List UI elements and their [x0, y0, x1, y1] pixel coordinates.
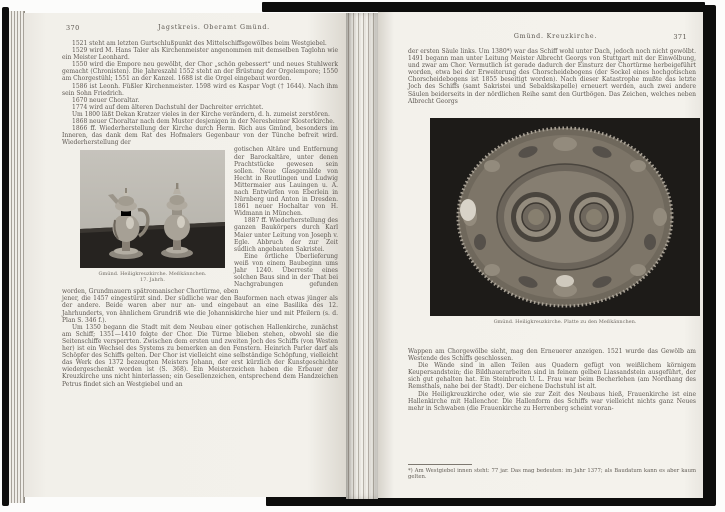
page-370: [24, 13, 346, 497]
book-cover-edge-top: [262, 2, 705, 12]
annal-entry: gotischen Altäre und Entfernung der Barockaltäre, unter denen Prachtstücke gewesen sein sollen. Neue Glasgemälde von Hecht in Reutlingen und Ludwig Mittermaier aus Lauingen u. A. nach Entwürfen von Eberlein in Nürnberg und Anton in Dresden. 1861 neuer Hochaltar von H. Widmann in München.: [234, 146, 338, 218]
caption-line: 17. Jahrh.: [140, 277, 165, 284]
running-header-right: Gmünd. Kreuzkirche.: [513, 33, 598, 40]
photo-silver-tray: [430, 118, 700, 316]
body-paragraph: jener, die 1457 eingestürzt sind. Der südliche war den Bauformen nach etwas jünger als der andere. Beide waren aber nur an- und eingebaut an eine Basilika des 12. Jahrhunderts, von ähnlichem Grundriß wie die Johanniskirche hier und mit Pfeilern (s. d. Plan S. 346 f.).: [62, 295, 338, 324]
body-paragraph: Wappen am Chorgewölbe sieht, mag den Erneuerer anzeigen. 1521 wurde das Gewölb am Westende des Schiffs geschlossen.: [408, 348, 696, 363]
annal-entry: 1868 neuer Choraltar nach dem Muster desjenigen in der Neresheimer Klosterkirche.: [72, 118, 335, 126]
well-left: [511, 192, 561, 242]
annal-entry: Um 1800 läßt Dekan Kratzer vieles in der Kirche verändern, d. h. zumeist zerstören.: [72, 110, 330, 118]
caption-line: Gmünd. Heiligkreuzkirche. Meßkännchen.: [98, 271, 207, 278]
body-paragraph: Die Wände sind in allen Teilen aus Quadern gefügt von weißlichem körnigem Keupersandstein; die Bildhauerarbeiten sind in feinem gelben Liassandstein ausgeführt, der sich gut gehalten hat. Ein Steinbruch U. L. Frau war beim Becherlehen (am Nordhang des Remsthals, nahe bei der Stadt). Der eichene Dachstuhl ist alt.: [408, 362, 696, 391]
right-page-lower-text: [408, 348, 696, 412]
annal-entry: 1586 ist Leonh. Füßler Kirchenmeister. 1598 wird es Kaspar Vogt († 1644). Nach ihm sein Sohn Friedrich.: [62, 82, 338, 97]
photo-two-silver-cruets: [80, 150, 225, 268]
annal-entry: Eine örtliche Überlieferung weiß von einem Baubeginn ums Jahr 1240. Überreste eines solchen Baus sind in der That bei Nachgrabungen gefunden worden, Grundmauern spätromanischer Chortürme, eben: [62, 252, 338, 296]
figure-platte: [430, 118, 700, 325]
annal-entry: 1866 ff. Wiederherstellung der Kirche durch Herm. Rich aus Gmünd, besonders im Inneren, das dank dem Rat des Hofmalers Gegenbaur von der Tünche befreit wird. Wiederherstellung der: [62, 125, 338, 147]
page-number-left: 370: [66, 24, 80, 32]
page-number-right: 371: [673, 33, 687, 41]
well-right: [569, 192, 619, 242]
body-paragraph: Um 1350 begann die Stadt mit dem Neubau einer gotischen Hallenkirche, zunächst am Schiff; 1351—1410 folgte der Chor. Die Türme blieben stehen, obwohl sie die Seitenschiffe versperrten. Zwischen dem ersten und zweiten Joch des Schiffs (von Westen her) ist ein Wechsel des Systems zu bemerken an den Fenstern. Heinrich Parler darf als Schöpfer des Schiffs gelten. Der Chor ist vielleicht eine selbständige Schöpfung, vielleicht das Werk des 1372 bezeugten Meisters Johann, der erst kürzlich der Kunstgeschichte wiedergeschenkt worden ist (S. 368). Ein Meisterzeichen haben die Erbauer der Kreuzkirche uns nicht hinterlassen; ein Gesellenzeichen, entsprechend dem Handzeichen Petrus findet sich an Westgiebel und an: [62, 323, 338, 388]
book-spine-edge-left: [2, 7, 9, 506]
running-header-left: Jagstkreis. Oberamt Gmünd.: [157, 24, 270, 31]
footnote-block: [408, 464, 696, 481]
annal-entry: 1521 steht am letzten Gurtschlußpunkt des Mittelschiffsgewölbes beim Westgiebel.: [72, 40, 327, 47]
footnote-text: *) Am Westgiebel innen steht: 77 jar. Das mag bedeuten: im Jahr 1377; als Baudatum kann es aber kaum gelten.: [408, 468, 696, 481]
figure-messkaennchen: [80, 150, 225, 283]
annal-entry: 1550 wird die Empore neu gewölbt, der Chor „schön gebessert“ und neues Stuhlwerk gemacht (Chronisten). Die Jahreszahl 1552 steht an der Brüstung der Orgelempore; 1550 am Chorgestühl; 1551 an der Kanzel. 1688 ist die Orgel eingebaut worden.: [62, 61, 338, 83]
book-cover-edge-right: [703, 5, 716, 506]
page-371: [378, 12, 703, 498]
annal-entry: 1774 wird auf dem älteren Dachstuhl der Dachreiter errichtet.: [72, 103, 264, 111]
page-edge-stack-left: [9, 11, 25, 503]
right-page-top-text: [408, 48, 696, 105]
body-paragraph: Die Heiligkreuzkirche oder, wie sie zur Zeit des Neubaus hieß, Frauenkirche ist eine Hallenkirche mit Hallenchor. Die Hallenform des Schiffs war vielleicht nichts ganz Neues mehr in Schwaben (die Frauenkirche zu Herrenberg scheint voran-: [408, 390, 696, 412]
annal-entry: 1887 ff. Wiederherstellung des ganzen Baukörpers durch Karl Maier unter Leitung von Joseph v. Egle. Abbruch der zur Zeit südlich angebauten Sakristei.: [234, 217, 338, 253]
annal-entry: 1670 neuer Choraltar.: [72, 96, 140, 104]
tray: [458, 128, 672, 306]
book-gutter: [346, 13, 378, 499]
left-page-text-flow: [62, 40, 338, 388]
figure-caption-left: [80, 271, 225, 283]
figure-caption-right: Gmünd. Heiligkreuzkirche. Platte zu den Meßkännchen.: [493, 319, 637, 325]
annal-entry: 1529 wird M. Hans Taler als Kirchenmeister angenommen mit demselben Taglohn wie ein Meister Leonhard.: [62, 47, 338, 62]
body-paragraph: der ersten Säule links. Um 1380*) war das Schiff wohl unter Dach, jedoch noch nicht gewölbt. 1491 begann man unter Leitung Meister Albrecht Georgs von Stuttgart mit der Einwölbung, und zwar am Chor. Vermutlich ist gerade dadurch der Einsturz der Chortürme herbeigeführt worden, etwa bei der Erweiterung des Chorscheidebogens (der Sockel eines hochgotischen Chorscheidebogens ist 1855 beseitigt worden). Nach dieser Katastrophe mußte das letzte Joch des Schiffs (samt Sakristei und Sebaldskapelle) erneuert werden, auch zwei andere Säulen beiderseits in der nördlichen Reihe samt den Gurtbögen. Das Zeichen, welches neben Albrecht Georgs: [408, 48, 696, 105]
footnote-rule: [408, 464, 472, 465]
